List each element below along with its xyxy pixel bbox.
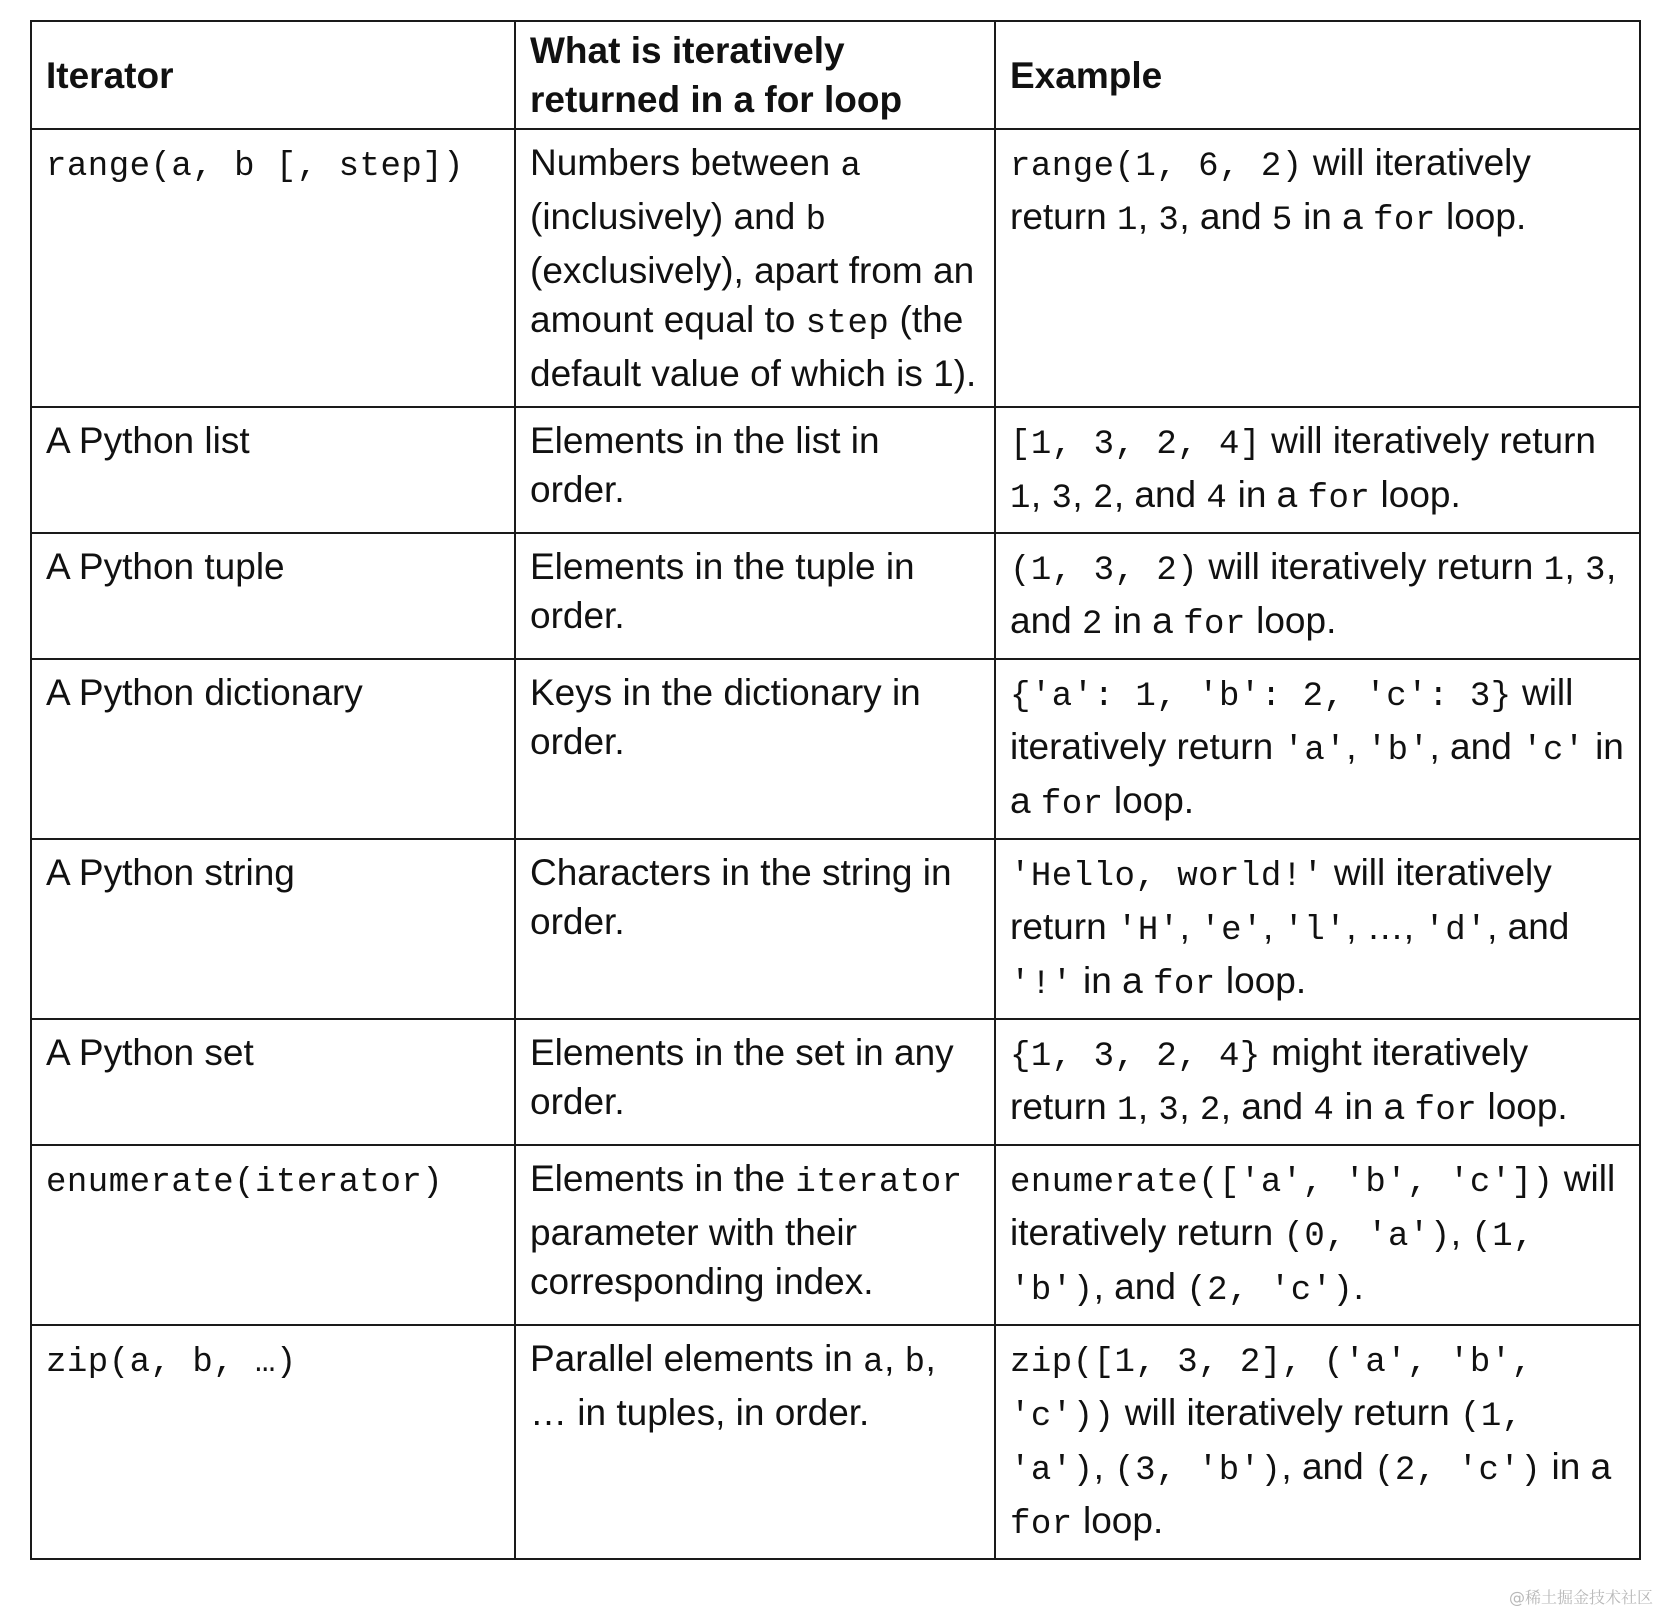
code-span: 3: [1051, 480, 1073, 518]
cell-example: [995, 1019, 1640, 1145]
code-span: for: [1183, 606, 1246, 644]
text-span: in a: [1292, 196, 1374, 237]
text-span: ,: [1346, 726, 1367, 767]
text-span: will iteratively return: [1260, 420, 1596, 461]
cell-iterator: [31, 839, 515, 1019]
code-span: b: [805, 202, 827, 240]
text-span: ,: [884, 1338, 905, 1379]
cell-example: [995, 407, 1640, 533]
code-span: range(1, 6, 2): [1010, 148, 1303, 186]
text-span: Keys in the dictionary in order.: [530, 672, 921, 762]
code-span: 1: [1543, 552, 1565, 590]
cell-returned: [515, 1325, 995, 1559]
code-span: 1: [1116, 202, 1138, 240]
text-span: (exclusively), apart from an amount equal to: [530, 250, 975, 340]
text-span: in a: [1010, 726, 1624, 821]
text-span: , and: [1113, 474, 1207, 515]
text-span: Numbers between: [530, 142, 841, 183]
text-span: will iteratively return: [1010, 852, 1552, 947]
cell-iterator: [31, 129, 515, 407]
text-span: ,: [1262, 906, 1284, 947]
header-iterator: Iterator: [31, 21, 515, 129]
code-span: 1: [1010, 480, 1031, 518]
table-row: [31, 1325, 1640, 1559]
text-span: (the default value of which is 1).: [530, 299, 977, 394]
code-span: for: [1152, 966, 1216, 1004]
code-span: 2: [1199, 1092, 1221, 1130]
code-span: (2, 'c'): [1374, 1452, 1542, 1490]
code-span: for: [1307, 480, 1371, 518]
text-span: ,: [1093, 1446, 1115, 1487]
code-span: 1: [1116, 1092, 1138, 1130]
code-span: (2, 'c'): [1186, 1272, 1354, 1310]
cell-returned: [515, 1145, 995, 1325]
iterator-table-container: [30, 20, 1639, 1560]
code-span: (3, 'b'): [1114, 1452, 1282, 1490]
text-span: loop.: [1072, 1500, 1164, 1541]
code-span: 'H': [1116, 912, 1180, 950]
code-span: 'l': [1283, 912, 1347, 950]
code-span: 'e': [1200, 912, 1263, 950]
text-span: in a: [1102, 600, 1184, 641]
text-span: will iteratively return: [1010, 142, 1531, 237]
text-span: , and: [1010, 546, 1617, 641]
text-span: ,: [1179, 906, 1201, 947]
cell-returned: [515, 1019, 995, 1145]
text-span: , and: [1281, 1446, 1374, 1487]
table-row: [31, 659, 1640, 839]
text-span: Elements in the list in order.: [530, 420, 880, 510]
table-header: [31, 21, 1640, 129]
code-span: for: [1010, 1506, 1073, 1544]
text-span: , and: [1429, 726, 1523, 767]
code-span: '!': [1010, 966, 1073, 1004]
code-span: enumerate(iterator): [46, 1164, 444, 1202]
text-span: A Python set: [46, 1032, 254, 1073]
header-example: Example: [995, 21, 1640, 129]
text-span: ,: [1137, 1086, 1159, 1127]
text-span: Characters in the string in order.: [530, 852, 952, 942]
text-span: ,: [1072, 474, 1093, 515]
cell-example: [995, 129, 1640, 407]
text-span: might iteratively return: [1010, 1032, 1529, 1127]
text-span: Elements in the set in any order.: [530, 1032, 954, 1122]
table-row: [31, 533, 1640, 659]
code-span: b: [904, 1344, 926, 1382]
text-span: in a: [1334, 1086, 1415, 1127]
text-span: (inclusively) and: [530, 196, 806, 237]
code-span: 'c': [1522, 732, 1585, 770]
code-span: 3: [1158, 202, 1180, 240]
text-span: will iteratively return: [1010, 1158, 1616, 1253]
cell-returned: [515, 839, 995, 1019]
text-span: ,: [1137, 196, 1159, 237]
code-span: iterator: [795, 1164, 963, 1202]
cell-example: [995, 1145, 1640, 1325]
text-span: , …,: [1346, 906, 1425, 947]
text-span: A Python string: [46, 852, 295, 893]
text-span: in a: [1072, 960, 1153, 1001]
code-span: a: [863, 1344, 885, 1382]
text-span: will iteratively return: [1198, 546, 1544, 587]
cell-iterator: [31, 1325, 515, 1559]
text-span: , and: [1179, 196, 1272, 237]
code-span: [1, 3, 2, 4]: [1010, 426, 1261, 464]
code-span: 2: [1082, 606, 1103, 644]
code-span: 'a': [1283, 732, 1347, 770]
text-span: , and: [1487, 906, 1570, 947]
code-span: 'Hello, world!': [1010, 858, 1324, 896]
code-span: range(a, b [, step]): [46, 148, 465, 186]
text-span: will iteratively return: [1010, 672, 1574, 767]
text-span: loop.: [1435, 196, 1527, 237]
code-span: (1, 'a'): [1010, 1398, 1523, 1490]
code-span: 3: [1158, 1092, 1180, 1130]
code-span: 3: [1585, 552, 1606, 590]
text-span: loop.: [1370, 474, 1461, 515]
text-span: , and: [1220, 1086, 1314, 1127]
code-span: a: [840, 148, 862, 186]
code-span: (1, 'b'): [1010, 1218, 1535, 1310]
table-row: [31, 407, 1640, 533]
cell-iterator: [31, 1145, 515, 1325]
watermark: @稀土掘金技术社区: [1508, 1588, 1653, 1607]
text-span: loop.: [1245, 600, 1337, 641]
text-span: A Python tuple: [46, 546, 285, 587]
table-row: [31, 1019, 1640, 1145]
cell-returned: [515, 533, 995, 659]
table-row: [31, 129, 1640, 407]
cell-returned: [515, 129, 995, 407]
text-span: loop.: [1215, 960, 1307, 1001]
code-span: for: [1040, 786, 1104, 824]
cell-iterator: [31, 659, 515, 839]
cell-iterator: [31, 533, 515, 659]
table-row: [31, 839, 1640, 1019]
text-span: Elements in the: [530, 1158, 796, 1199]
cell-returned: [515, 659, 995, 839]
code-span: zip([1, 3, 2], ('a', 'b', 'c')): [1010, 1344, 1533, 1436]
code-span: (0, 'a'): [1283, 1218, 1451, 1256]
cell-example: [995, 839, 1640, 1019]
iterator-table: [30, 20, 1641, 1560]
text-span: loop.: [1103, 780, 1195, 821]
text-span: loop.: [1477, 1086, 1568, 1127]
text-span: A Python list: [46, 420, 250, 461]
code-span: 'b': [1366, 732, 1430, 770]
code-span: (1, 3, 2): [1010, 552, 1199, 590]
text-span: Parallel elements in: [530, 1338, 864, 1379]
text-span: .: [1353, 1266, 1364, 1307]
code-span: 4: [1206, 480, 1228, 518]
code-span: for: [1414, 1092, 1478, 1130]
code-span: for: [1373, 202, 1436, 240]
code-span: 4: [1313, 1092, 1335, 1130]
text-span: ,: [1564, 546, 1586, 587]
text-span: ,: [1179, 1086, 1200, 1127]
text-span: parameter with their corresponding index.: [530, 1212, 874, 1302]
text-span: , … in tuples, in order.: [530, 1338, 936, 1433]
text-span: in a: [1541, 1446, 1612, 1487]
text-span: , and: [1093, 1266, 1187, 1307]
text-span: A Python dictionary: [46, 672, 363, 713]
header-returned: What is iteratively returned in a for loop: [515, 21, 995, 129]
table-body: [31, 129, 1640, 1559]
cell-iterator: [31, 1019, 515, 1145]
code-span: 2: [1092, 480, 1114, 518]
code-span: enumerate(['a', 'b', 'c']): [1010, 1164, 1554, 1202]
text-span: ,: [1450, 1212, 1472, 1253]
text-span: Elements in the tuple in order.: [530, 546, 915, 636]
text-span: ,: [1030, 474, 1052, 515]
code-span: 5: [1271, 202, 1293, 240]
cell-returned: [515, 407, 995, 533]
header-row: [31, 21, 1640, 129]
code-span: zip(a, b, …): [46, 1344, 297, 1382]
table-row: [31, 1145, 1640, 1325]
code-span: step: [805, 305, 890, 343]
cell-example: [995, 1325, 1640, 1559]
cell-example: [995, 533, 1640, 659]
code-span: 'd': [1424, 912, 1488, 950]
code-span: {1, 3, 2, 4}: [1010, 1038, 1261, 1076]
cell-example: [995, 659, 1640, 839]
text-span: in a: [1227, 474, 1308, 515]
cell-iterator: [31, 407, 515, 533]
code-span: {'a': 1, 'b': 2, 'c': 3}: [1010, 678, 1512, 716]
text-span: will iteratively return: [1114, 1392, 1460, 1433]
